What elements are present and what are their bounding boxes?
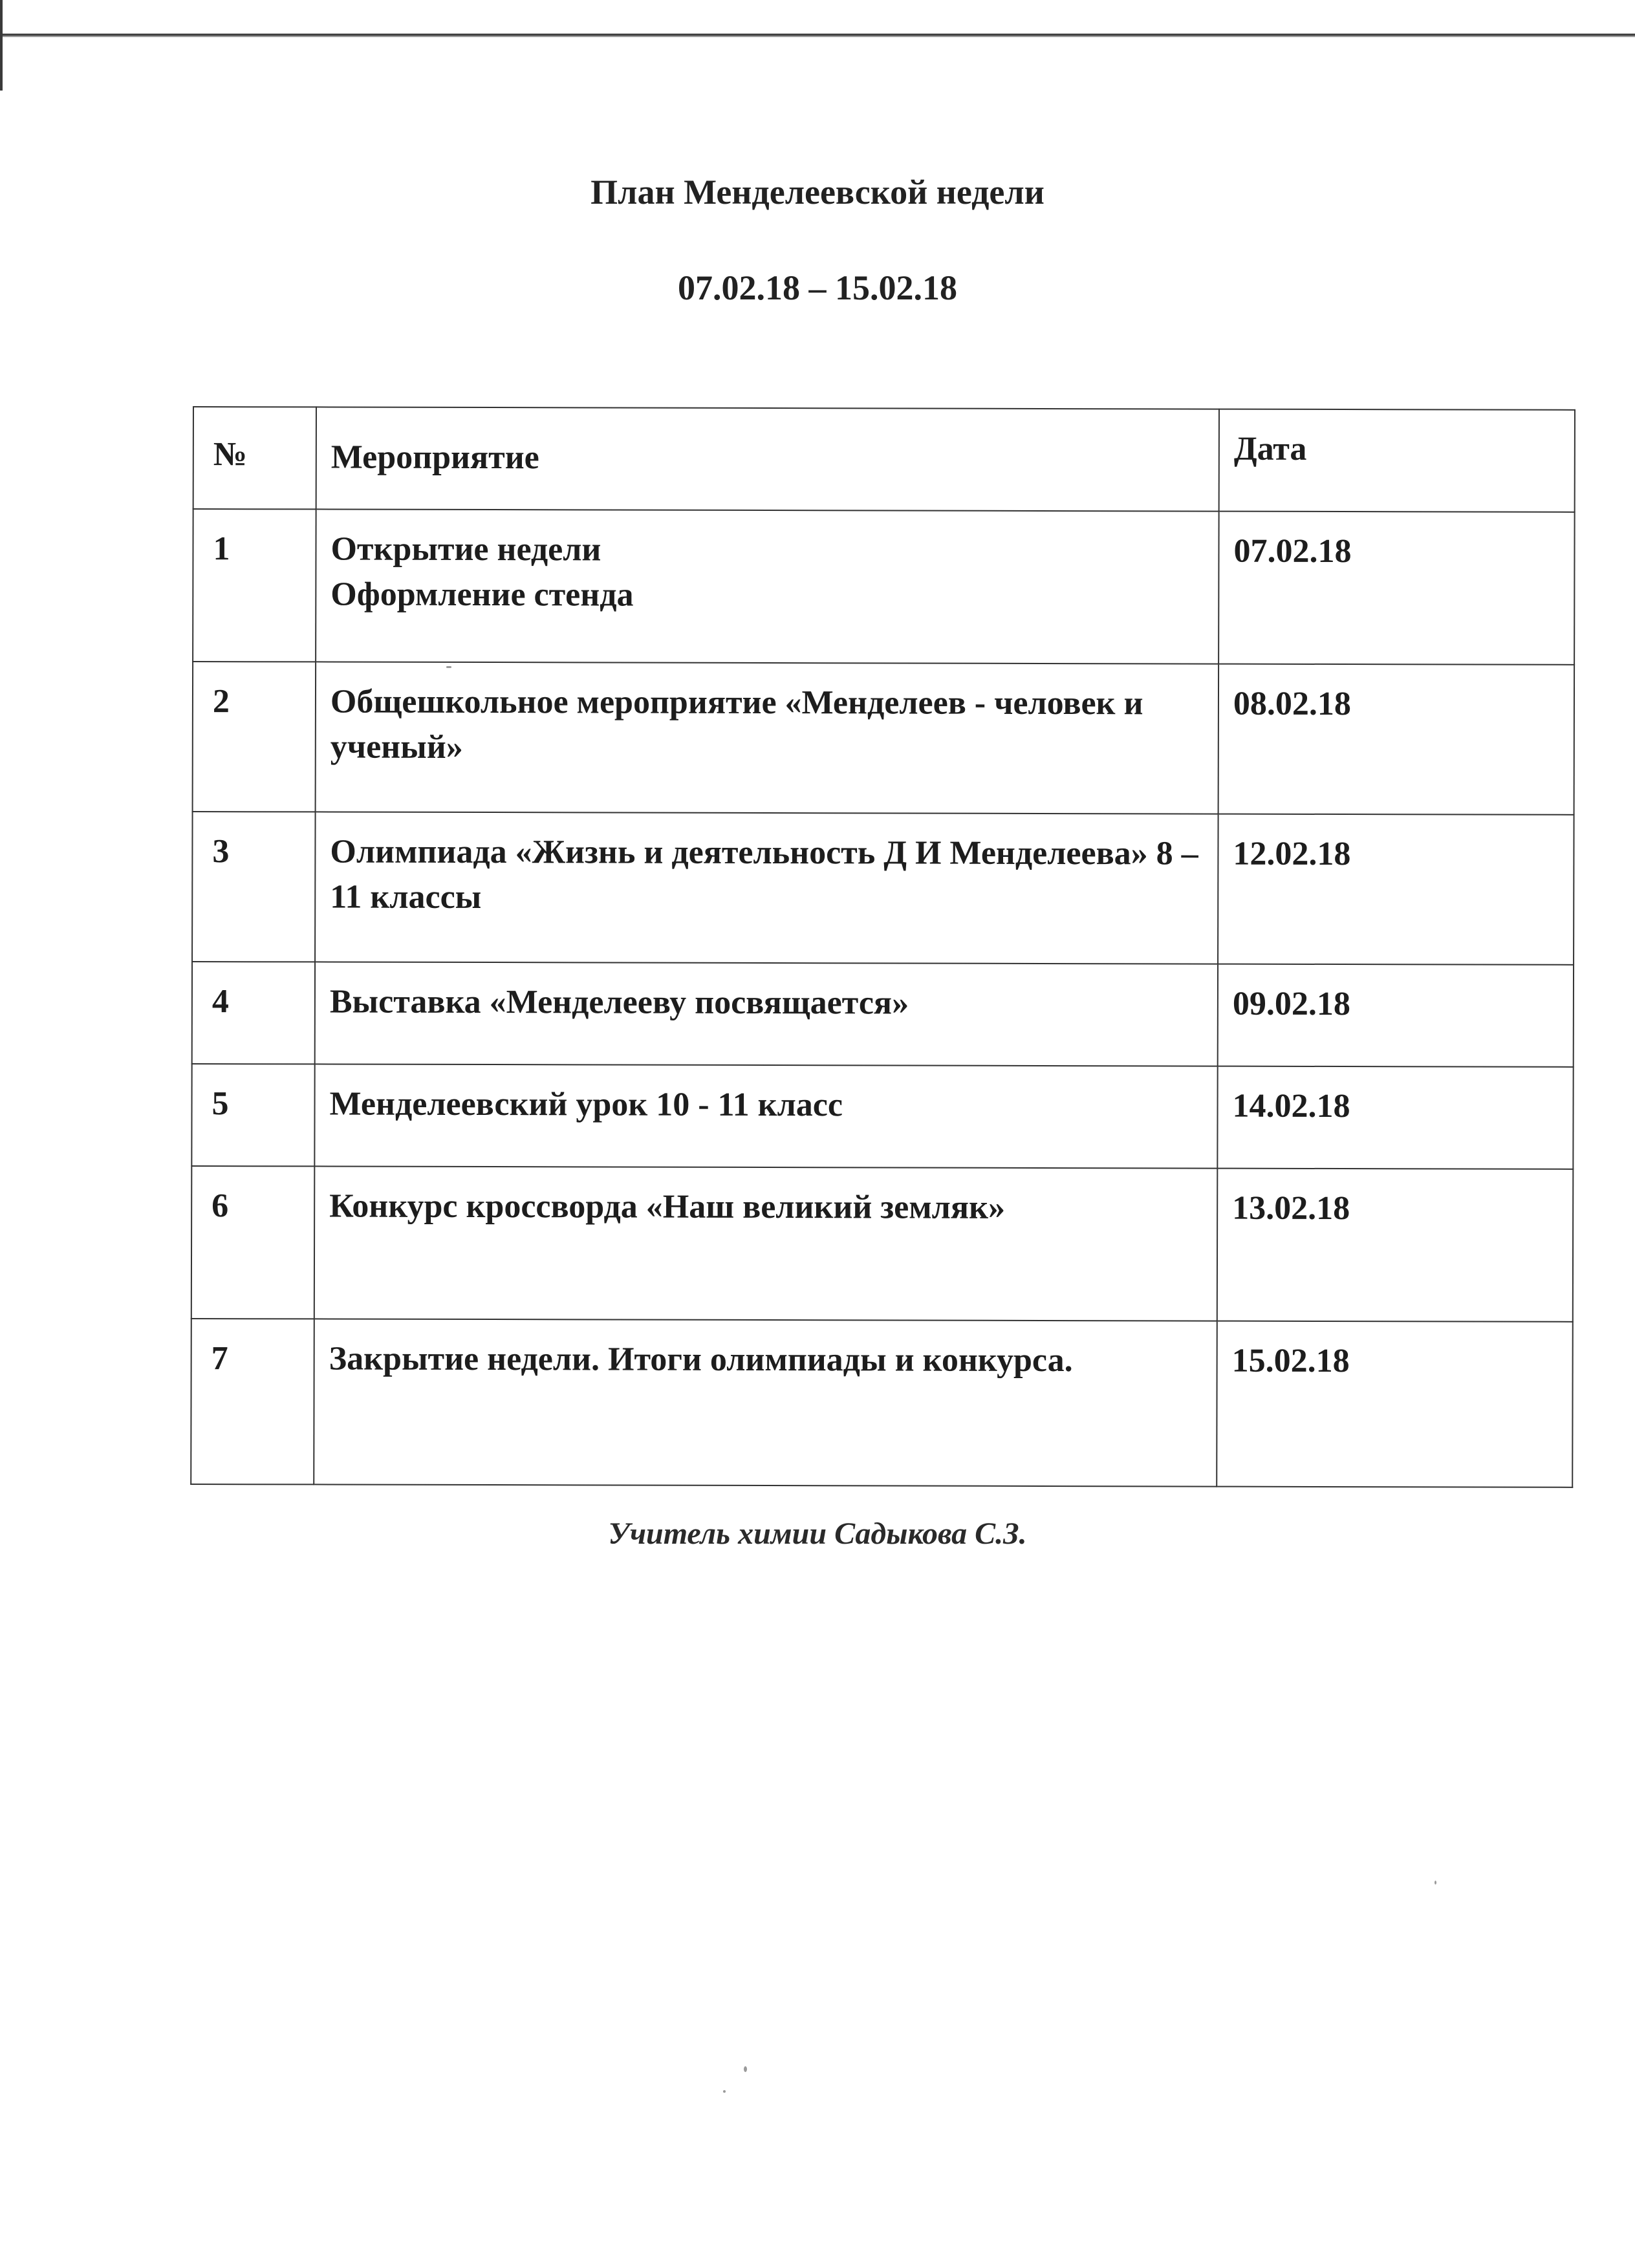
scan-speck: [1435, 1881, 1436, 1885]
row-number: 5: [191, 1064, 314, 1166]
row-event: Открытие недели Оформление стенда: [316, 509, 1219, 664]
row-date: 13.02.18: [1217, 1169, 1574, 1322]
table-row: [193, 662, 1575, 815]
row-date: 12.02.18: [1218, 814, 1574, 965]
row-number: 4: [192, 962, 315, 1064]
scan-edge-top: [0, 34, 1635, 38]
table-row: [192, 812, 1574, 965]
table-header-row: [193, 407, 1575, 512]
plan-table: [190, 406, 1575, 1488]
row-number: 2: [193, 662, 316, 812]
scan-speck: [723, 2090, 726, 2093]
row-date: 15.02.18: [1217, 1321, 1573, 1487]
row-number: 6: [191, 1166, 315, 1319]
date-range: 07.02.18 – 15.02.18: [678, 268, 957, 307]
table-row: [191, 1064, 1573, 1169]
scan-edge-left: [0, 0, 3, 91]
row-date: 09.02.18: [1218, 964, 1574, 1067]
row-event: Менделеевский урок 10 - 11 класс: [314, 1064, 1217, 1168]
header-event: Мероприятие: [316, 407, 1219, 511]
row-event: Закрытие недели. Итоги олимпиады и конкурса.: [314, 1319, 1217, 1486]
header-number: №: [193, 407, 316, 509]
table-row: [193, 509, 1575, 665]
row-event: Олимпиада «Жизнь и деятельность Д И Менделеева» 8 – 11 классы: [315, 812, 1218, 964]
row-event: Общешкольное мероприятие «Менделеев - человек и ученый»: [316, 662, 1219, 814]
row-date: 08.02.18: [1218, 664, 1575, 815]
row-event: Выставка «Менделееву посвящается»: [315, 962, 1218, 1066]
row-event: Конкурс кроссворда «Наш великий земляк»: [314, 1166, 1218, 1321]
table-row: [191, 1166, 1574, 1322]
row-date: 07.02.18: [1218, 512, 1575, 665]
row-number: 1: [193, 509, 316, 662]
teacher-signature: Учитель химии Садыкова С.З.: [608, 1517, 1027, 1551]
row-number: 7: [191, 1319, 314, 1484]
table-row: [192, 962, 1574, 1067]
row-number: 3: [192, 812, 316, 962]
row-date: 14.02.18: [1217, 1066, 1573, 1169]
scan-speck: [446, 666, 451, 668]
header-date: Дата: [1219, 409, 1575, 512]
table-row: [191, 1319, 1573, 1487]
scan-speck: [744, 2066, 747, 2072]
document-title: План Менделеевской недели: [590, 173, 1045, 211]
